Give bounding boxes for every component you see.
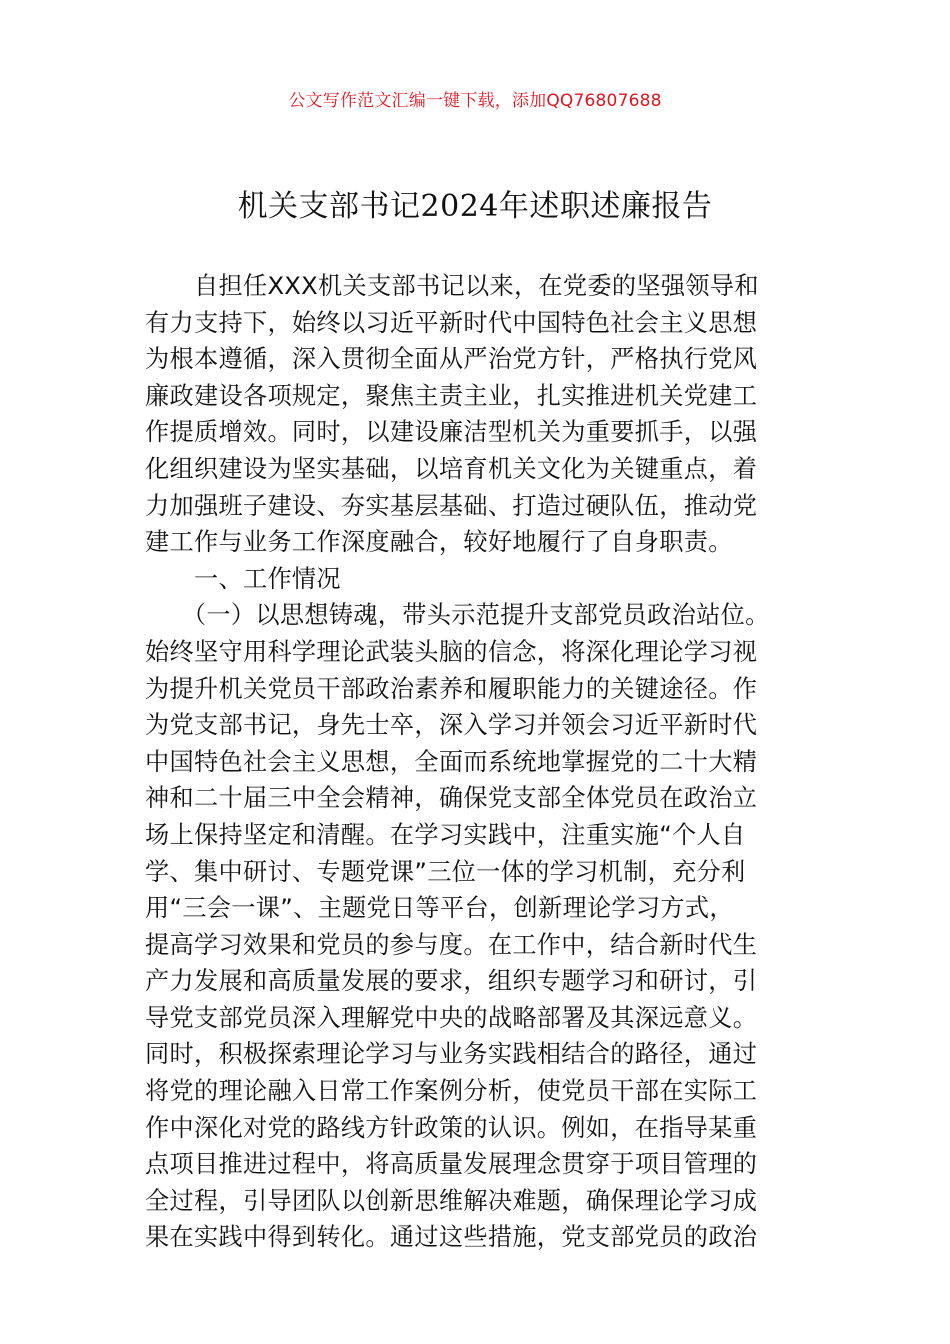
body-line: 导党支部党员深入理解党中央的战略部署及其深远意义。	[145, 1003, 758, 1032]
body-line: 提高学习效果和党员的参与度。在工作中，结合新时代生	[145, 930, 758, 959]
body-line: 始终坚守用科学理论武装头脑的信念，将深化理论学习视	[145, 637, 758, 666]
body-line: 自担任XXX机关支部书记以来，在党委的坚强领导和	[145, 272, 759, 300]
body-line: 中国特色社会主义思想，全面而系统地掌握党的二十大精	[145, 747, 758, 776]
body-line: 同时，积极探索理论学习与业务实践相结合的路径，通过	[145, 1040, 758, 1069]
body-line: 廉政建设各项规定，聚焦主责主业，扎实推进机关党建工	[145, 381, 758, 410]
body-line: 为党支部书记，身先士卒，深入学习并领会习近平新时代	[145, 711, 758, 740]
body-line: 神和二十届三中全会精神，确保党支部全体党员在政治立	[145, 784, 758, 813]
body-line: 作中深化对党的路线方针政策的认识。例如，在指导某重	[145, 1113, 758, 1142]
document-title: 机关支部书记2024年述职述廉报告	[237, 189, 713, 224]
body-line: 有力支持下，始终以习近平新时代中国特色社会主义思想	[145, 308, 758, 337]
body-line: 产力发展和高质量发展的要求，组织专题学习和研讨，引	[145, 967, 758, 996]
body-line: 全过程，引导团队以创新思维解决难题，确保理论学习成	[145, 1186, 758, 1215]
promo-header-link[interactable]: 公文写作范文汇编一键下载，添加QQ76807688	[288, 91, 662, 111]
body-line: 建工作与业务工作深度融合，较好地履行了自身职责。	[145, 528, 733, 557]
body-line: 果在实践中得到转化。通过这些措施，党支部党员的政治	[145, 1223, 758, 1252]
body-line: 场上保持坚定和清醒。在学习实践中，注重实施“个人自	[145, 820, 746, 849]
body-line: 力加强班子建设、夯实基层基础、打造过硬队伍，推动党	[145, 491, 758, 520]
body-line: （一）以思想铸魂，带头示范提升支部党员政治站位。	[145, 601, 770, 630]
body-line: 为提升机关党员干部政治素养和履职能力的关键途径。作	[145, 674, 758, 703]
body-line: 为根本遵循，深入贯彻全面从严治党方针，严格执行党风	[145, 345, 758, 374]
document-body	[145, 268, 831, 1256]
body-line: 学、集中研讨、专题党课”三位一体的学习机制，充分利	[145, 857, 746, 886]
body-line: 一、工作情况	[145, 564, 341, 593]
body-line: 作提质增效。同时，以建设廉洁型机关为重要抓手，以强	[145, 418, 758, 447]
body-line: 将党的理论融入日常工作案例分析，使党员干部在实际工	[145, 1077, 758, 1106]
body-line: 用“三会一课”、主题党日等平台，创新理论学习方式，	[145, 894, 734, 923]
body-line: 化组织建设为坚实基础，以培育机关文化为关键重点，着	[145, 454, 758, 483]
body-line: 点项目推进过程中，将高质量发展理念贯穿于项目管理的	[145, 1150, 758, 1179]
